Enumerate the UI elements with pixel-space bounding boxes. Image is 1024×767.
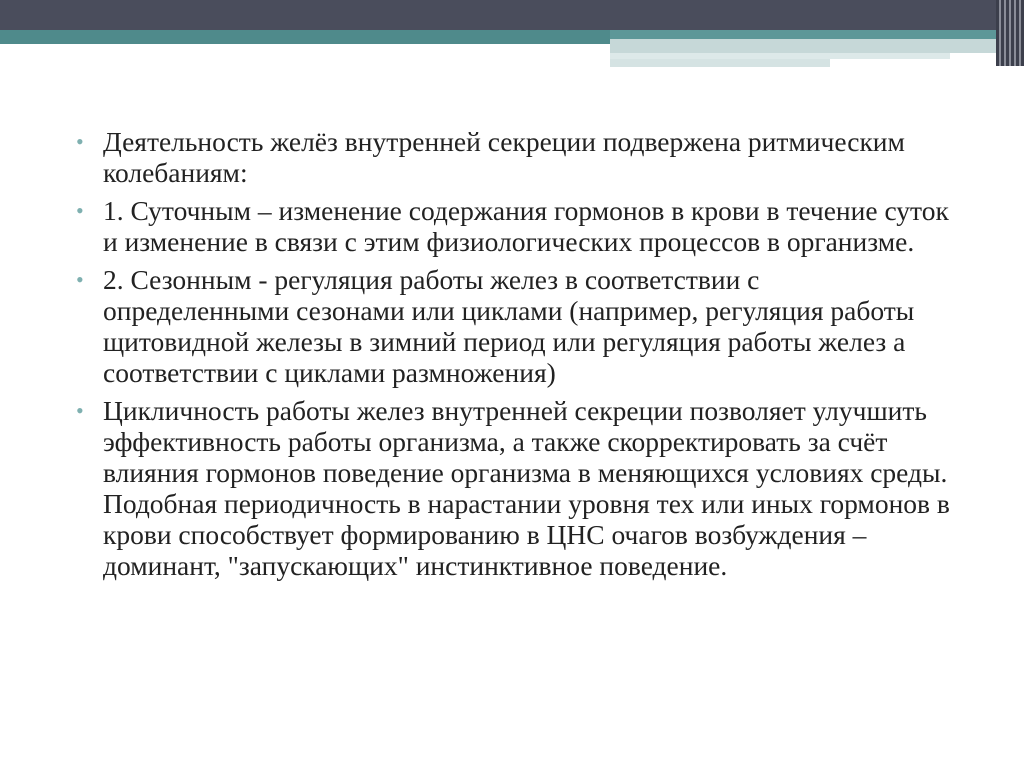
bullet-item xyxy=(70,395,950,581)
bullet-item xyxy=(70,195,950,257)
bullet-text: Деятельность желёз внутренней секреции подвержена ритмическим колебаниям: xyxy=(103,126,905,188)
slide-header-band xyxy=(0,0,1024,30)
bullet-text: 2. Сезонным - регуляция работы желез в соответствии с определенными сезонами или циклами (например, регуляция работы щитовидной железы в зимний период или регуляция работы желез а соответствии с циклами размножения) xyxy=(103,264,915,388)
bullet-icon: • xyxy=(76,267,84,292)
bullet-text: 1. Суточным – изменение содержания гормонов в крови в течение суток и изменение в связи с этим физиологических процессов в организме. xyxy=(103,195,949,257)
bullet-icon: • xyxy=(76,129,84,154)
bullet-text: Цикличность работы желез внутренней секреции позволяет улучшить эффективность работы организма, а также скорректировать за счёт влияния гормонов поведение организма в меняющихся условиях среды. Подобная периодичность в нарастании уровня тех или иных гормонов в крови способствует формированию в ЦНС очагов возбуждения – доминант, "запускающих" инстинктивное поведение. xyxy=(103,395,950,581)
header-light-stripe xyxy=(610,39,1024,53)
bullet-icon: • xyxy=(76,198,84,223)
bullet-icon: • xyxy=(76,398,84,423)
bullet-item xyxy=(70,126,950,188)
bullet-item xyxy=(70,264,950,388)
header-light-stripe-short xyxy=(610,59,830,67)
header-accent-stripe-right xyxy=(610,30,1024,39)
slide-body xyxy=(70,126,950,588)
header-accent-stripe xyxy=(0,30,610,44)
header-edge-decoration xyxy=(996,0,1024,66)
